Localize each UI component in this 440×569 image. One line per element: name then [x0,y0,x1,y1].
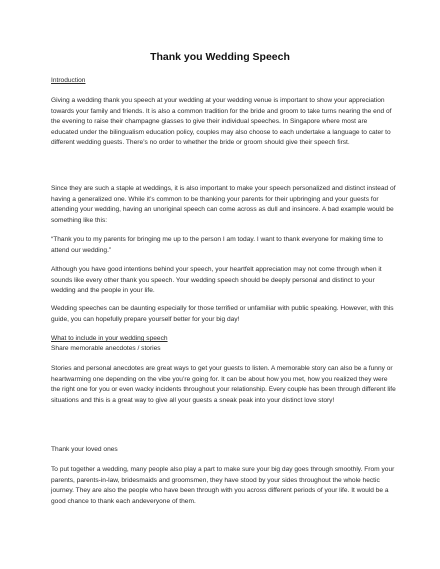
anecdotes-paragraph: Stories and personal anecdotes are great ways to get your guests to listen. A memorable story can also be a funny or heartwarming one depending on the vibe you’re going for. It can be about how you met, how you realized they were the right one for you or even wacky incidents throughout your relationship. Every couple has been through different life situations and this is a great way to give all your guests a sneak peak into your distinct love story! [51,365,396,404]
intro-paragraph-2: Since they are such a staple at weddings, it is also important to make your speech personalized and distinct instead of having a generalized one. While it’s common to be thanking your parents for their upbringing and your guests for attending your wedding, having an unoriginal speech can come across as dull and insincere. A bad example would be something like this: [51,185,396,224]
intro-paragraph-4: Wedding speeches can be daunting especially for those terrified or unfamiliar with public speaking. However, with this guide, you can hopefully prepare yourself better for your big day! [51,305,394,323]
intro-paragraph-3: Although you have good intentions behind your speech, your heartfelt appreciation may not come through when it sounds like every other thank you speech. Your wedding speech should be deeply personal and distinct to your wedding and the people in your life. [51,266,382,295]
introduction-heading: Introduction [51,77,86,84]
example-quote: “Thank you to my parents for bringing me up to the person I am today. I want to thank everyone for making time to attend our wedding.” [51,236,383,254]
loved-ones-heading: Thank your loved ones [51,446,118,453]
intro-paragraph-1: Giving a wedding thank you speech at your wedding at your wedding venue is important to show your appreciation towards your family and friends. It is also a common tradition for the bride and groom to take turns nearing the end of the evening to raise their champagne glasses to give their individual speeches. In Singapore where most are educated under the bilingualism education policy, couples may also choose to each undertake a language to cater to different wedding guests. There’s no order to whether the bride or groom should give their speech first. [51,97,392,147]
document-title: Thank you Wedding Speech [150,51,290,63]
what-to-include-heading: What to include in your wedding speech [51,335,168,342]
loved-ones-paragraph: To put together a wedding, many people also play a part to make sure your big day goes through smoothly. From your parents, parents-in-law, bridesmaids and groomsmen, they have stood by your sides throughout the whole hectic journey. They are also the people who have been through with you across different periods of your life. It would be a good chance to thank each andeveryone of them. [51,466,395,505]
anecdotes-heading: Share memorable anecdotes / stories [51,345,161,352]
